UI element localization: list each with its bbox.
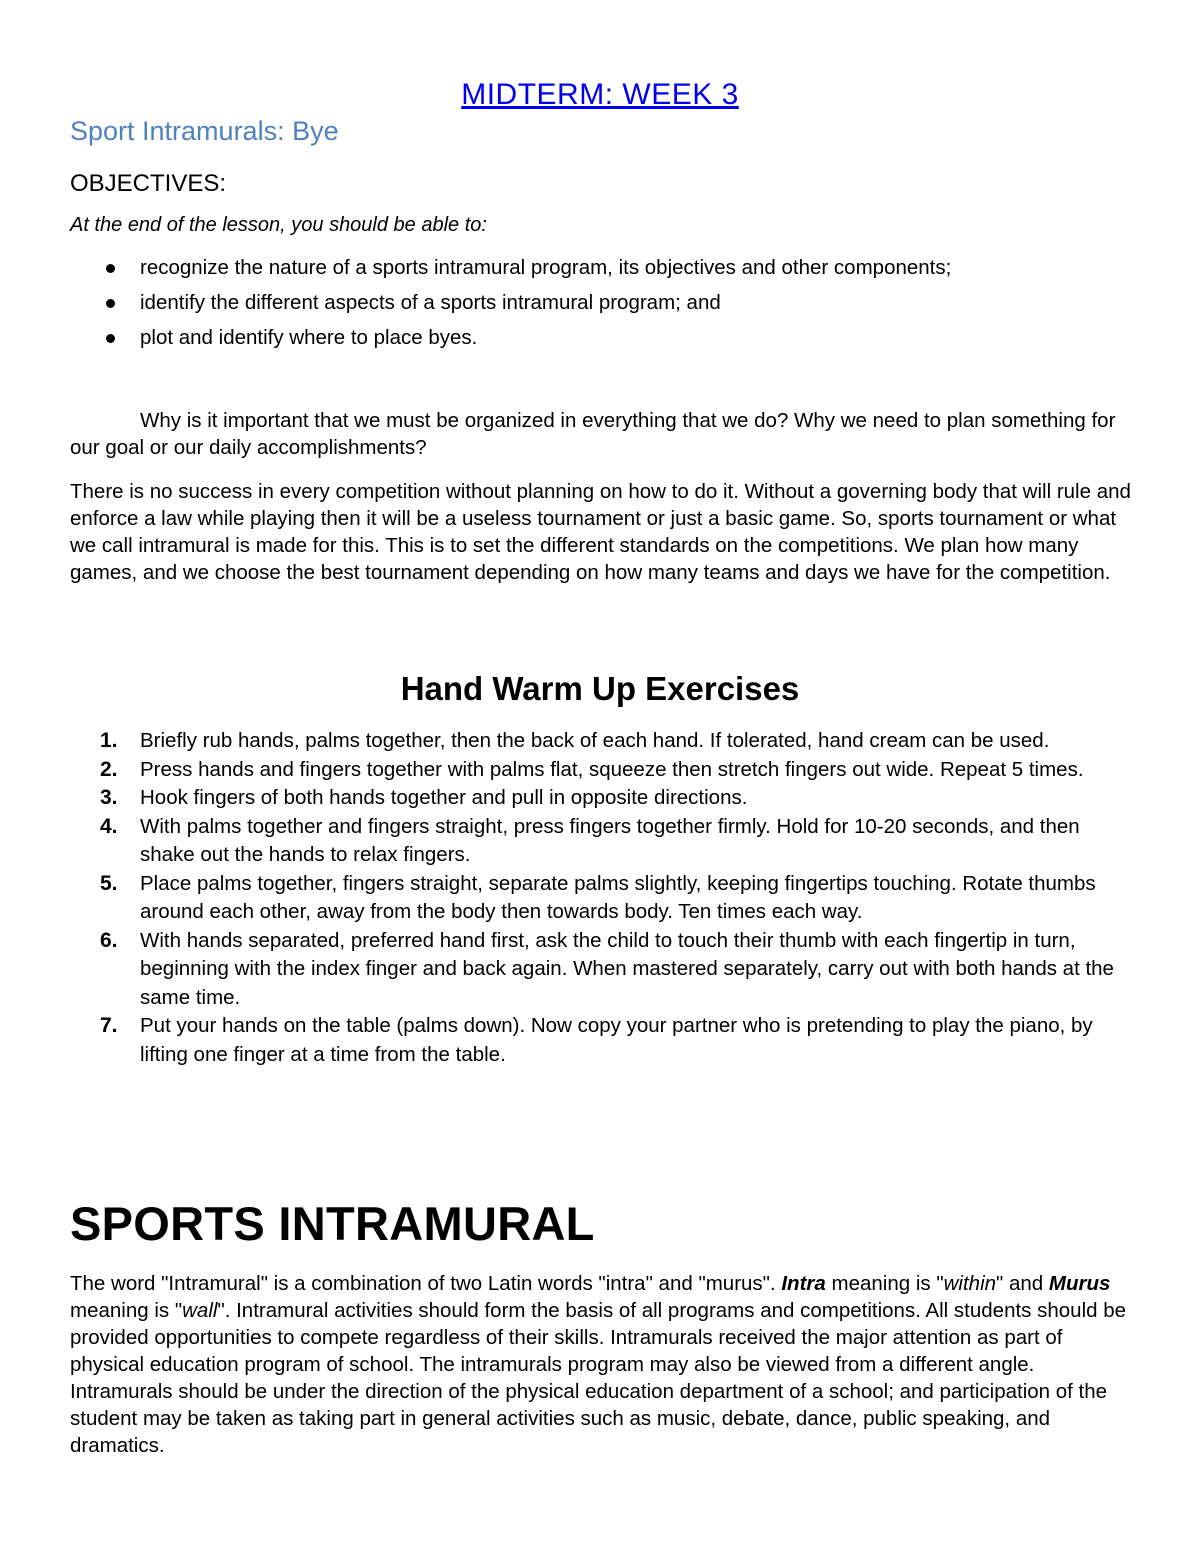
- list-item: [70, 289, 1130, 324]
- exercise-number: 7.: [100, 1014, 118, 1037]
- question-paragraph: Why is it important that we must be organized in everything that we do? Why we need to plan something for our goal or our daily accomplishments?: [70, 409, 1116, 459]
- list-item: [70, 784, 1135, 813]
- bullet-icon: [106, 264, 115, 273]
- subtitle: Sport Intramurals: Bye: [70, 116, 339, 146]
- exercise-number: 4.: [100, 814, 118, 838]
- list-item: [70, 254, 1130, 289]
- objectives-intro: At the end of the lesson, you should be able to:: [70, 214, 487, 236]
- exercise-number: 1.: [100, 729, 118, 752]
- list-item: [70, 756, 1135, 785]
- list-item: [70, 927, 1135, 1013]
- list-item: [70, 727, 1135, 756]
- definition-text: meaning is ": [70, 1299, 183, 1322]
- definition-text: The word "Intramural" is a combination of two Latin words "intra" and "murus".: [70, 1272, 782, 1295]
- intra-term: Intra: [781, 1272, 826, 1295]
- objective-text: plot and identify where to place byes.: [140, 326, 478, 349]
- exercise-text: Place palms together, fingers straight, separate palms slightly, keeping fingertips touching. Rotate thumbs around each other, away from the body then towards body. Ten times each way.: [140, 871, 1096, 923]
- definition-text: meaning is ": [825, 1272, 944, 1295]
- exercise-number: 5.: [100, 871, 118, 895]
- definition-text: " and: [996, 1272, 1049, 1295]
- definition-text: ". Intramural activities should form the basis of all programs and competitions. All students should be provided opportunities to compete regardless of their skills. Intramurals received the major attention as part of physical education program of school. The intramurals program may also be viewed from a different angle. Intramurals should be under the direction of the physical education department of a school; and participation of the student may be taken as taking part in general activities such as music, debate, dance, public speaking, and dramatics.: [70, 1299, 1127, 1457]
- exercise-text: With hands separated, preferred hand first, ask the child to touch their thumb with each fingertip in turn, beginning with the index finger and back again. When mastered separately, carry out with both hands at the same time.: [140, 928, 1114, 1009]
- exercise-text: Hook fingers of both hands together and pull in opposite directions.: [140, 786, 748, 809]
- exercise-text: Press hands and fingers together with palms flat, squeeze then stretch fingers out wide. Repeat 5 times.: [140, 757, 1084, 781]
- exercise-text: With palms together and fingers straight, press fingers together firmly. Hold for 10-20 seconds, and then shake out the hands to relax fingers.: [140, 814, 1080, 866]
- exercises-heading: Hand Warm Up Exercises: [400, 670, 800, 707]
- wall-term: wall: [182, 1299, 218, 1322]
- exercises-list: [70, 727, 1135, 1069]
- exercise-number: 3.: [100, 786, 118, 809]
- list-item: [70, 813, 1135, 870]
- list-item: [70, 1012, 1135, 1069]
- list-item: [70, 324, 1130, 359]
- within-term: within: [943, 1272, 997, 1295]
- exercise-text: Briefly rub hands, palms together, then the back of each hand. If tolerated, hand cream can be used.: [140, 729, 1050, 752]
- murus-term: Murus: [1048, 1272, 1111, 1295]
- list-item: [70, 870, 1135, 927]
- objective-text: identify the different aspects of a sports intramural program; and: [140, 291, 721, 314]
- bullet-icon: [106, 334, 115, 343]
- bullet-icon: [106, 299, 115, 308]
- success-paragraph: There is no success in every competition without planning on how to do it. Without a governing body that will rule and enforce a law while playing then it will be a useless tournament or just a basic game. So, sports tournament or what we call intramural is made for this. This is to set the different standards on the competitions. We plan how many games, and we choose the best tournament depending on how many teams and days we have for the competition.: [70, 480, 1131, 584]
- exercise-number: 6.: [100, 928, 118, 952]
- page-title[interactable]: MIDTERM: WEEK 3: [461, 78, 739, 111]
- intramural-heading: SPORTS INTRAMURAL: [70, 1197, 595, 1250]
- exercise-number: 2.: [100, 757, 118, 781]
- objectives-list: [70, 254, 1130, 359]
- definition-paragraph: [70, 1270, 1135, 1459]
- objectives-heading: OBJECTIVES:: [70, 170, 227, 197]
- exercise-text: Put your hands on the table (palms down). Now copy your partner who is pretending to play the piano, by lifting one finger at a time from the table.: [140, 1014, 1093, 1066]
- objective-text: recognize the nature of a sports intramural program, its objectives and other components;: [140, 256, 952, 279]
